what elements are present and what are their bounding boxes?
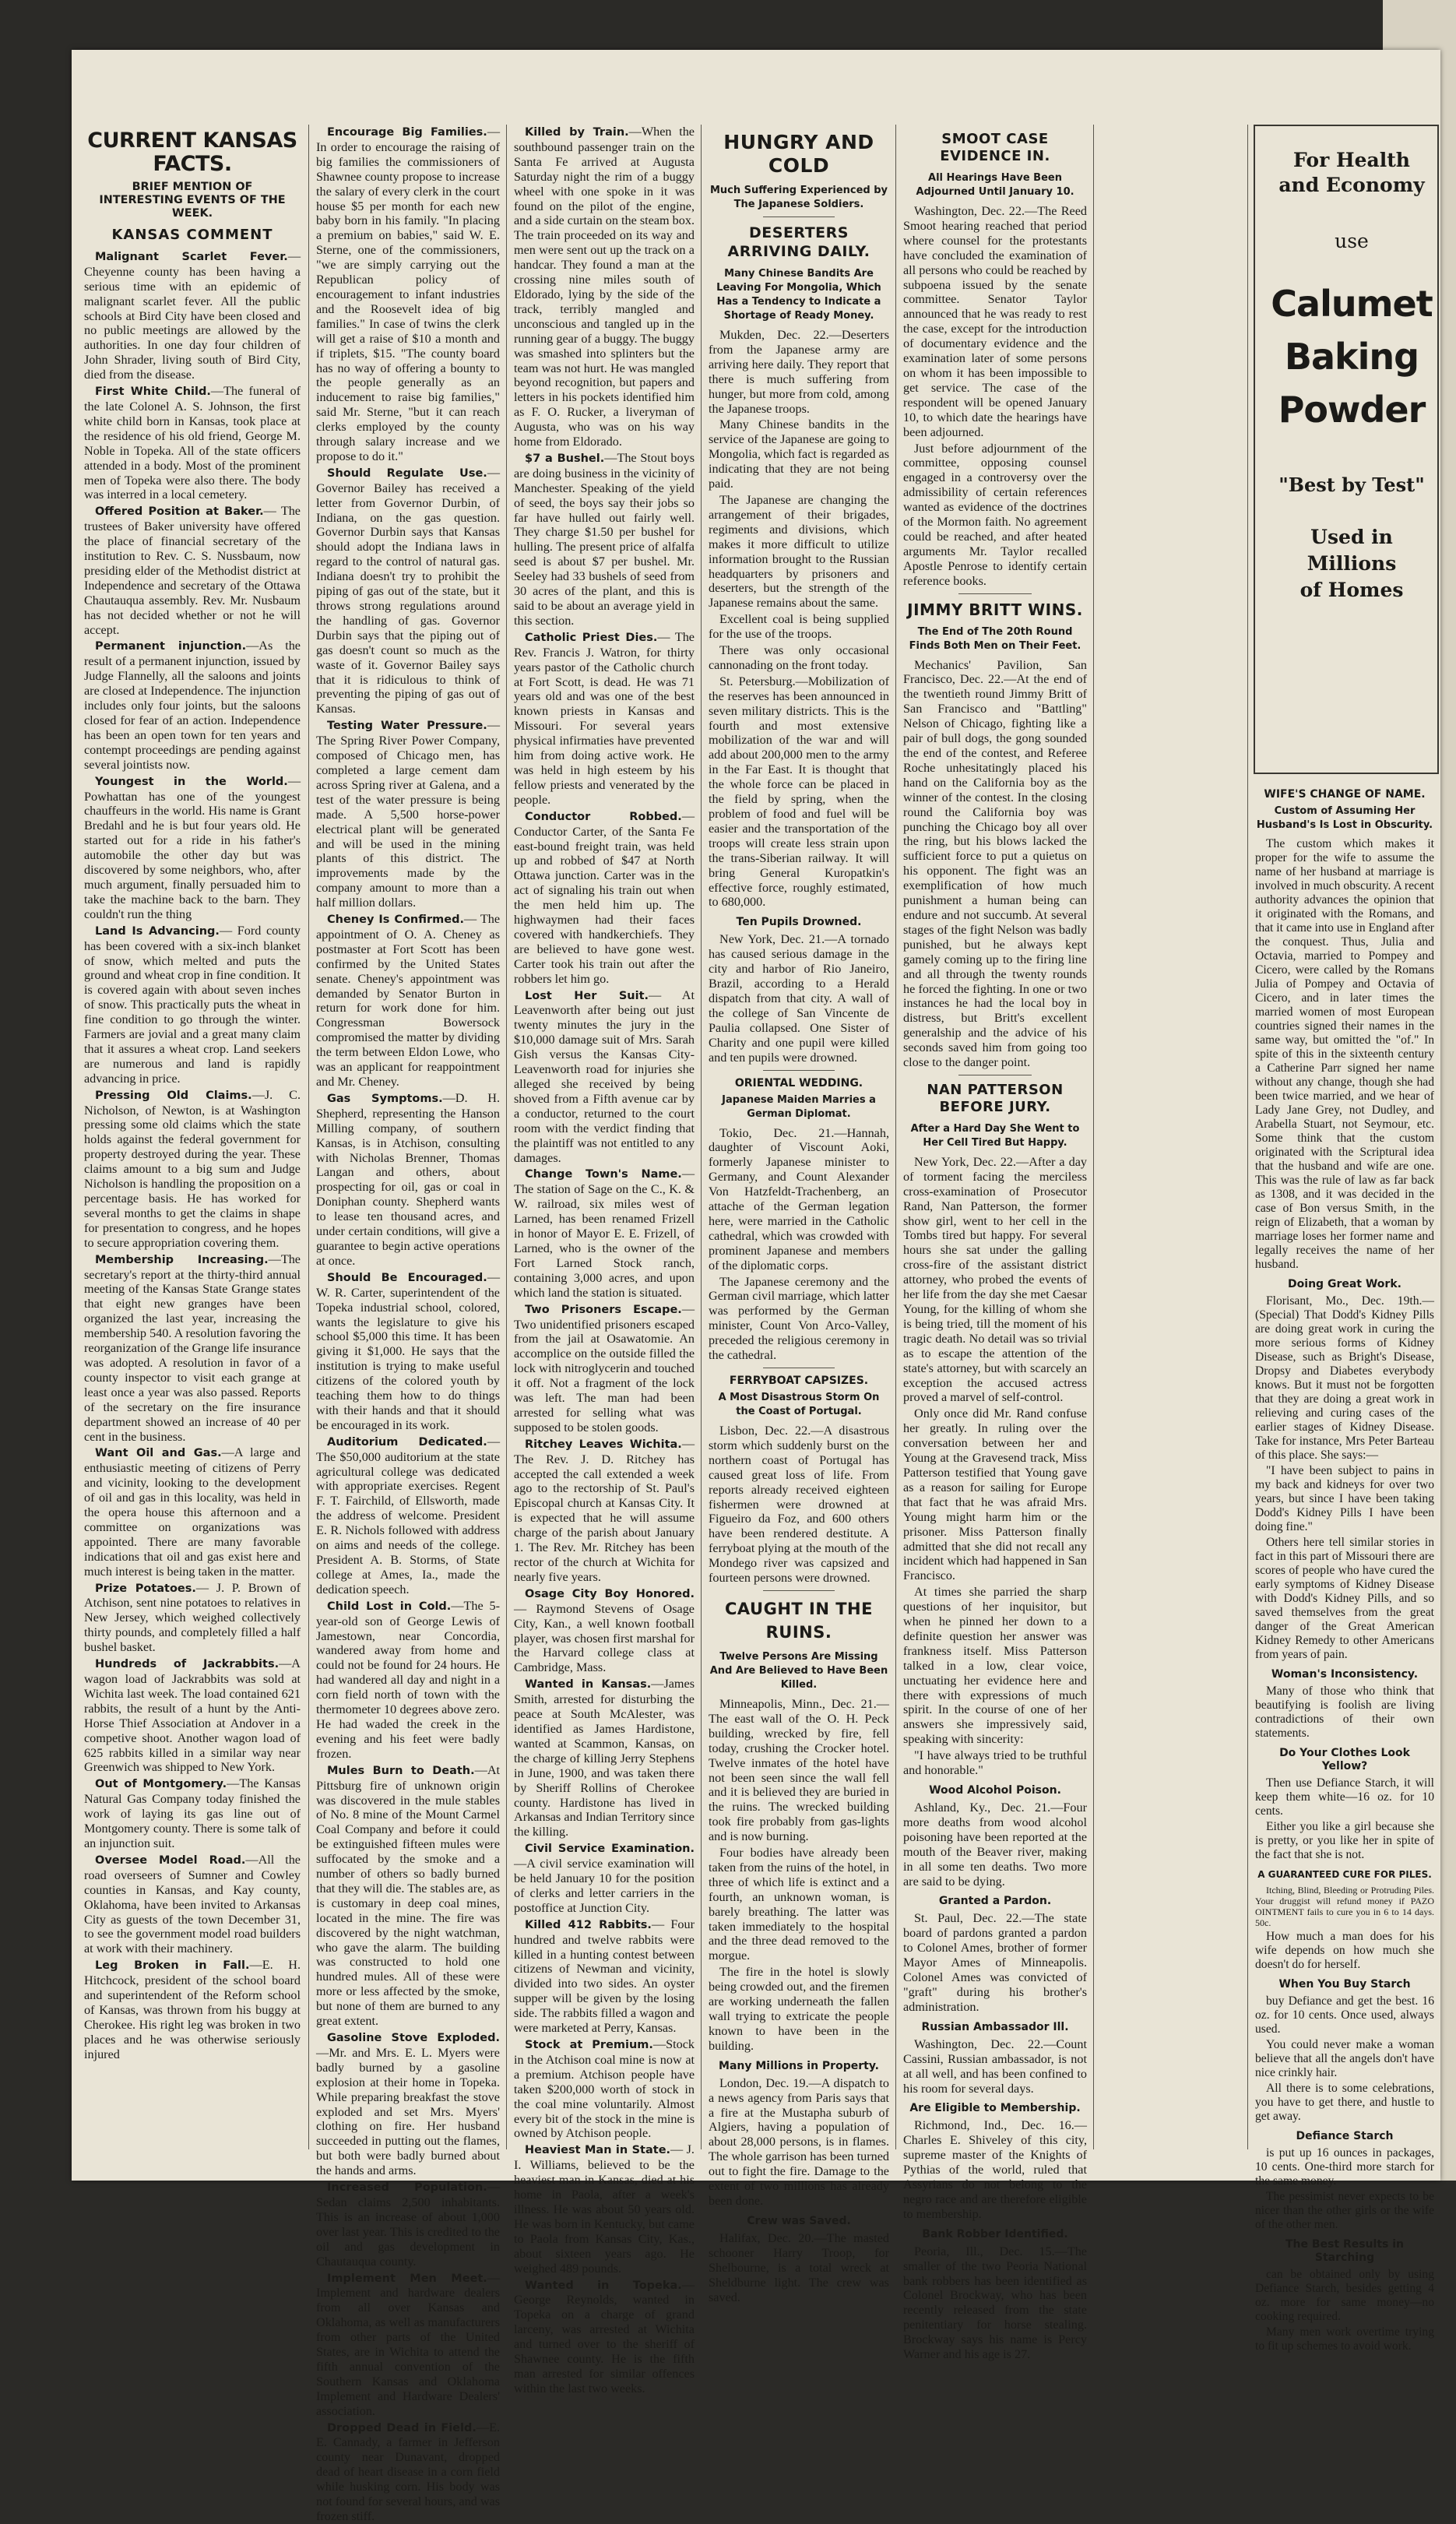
- news-item: [514, 2278, 695, 2396]
- story-text: Just before adjournment of the committee, opposing counsel engaged in a controversy over the admissibility of certain references wanted as evidence of the doctrines of the Mormon faith. No agreement could be reached, and after heated arguments Mr. Taylor recalled Apostle Penrose to identify certain reference books.: [903, 441, 1087, 588]
- story-text: buy Defiance and get the best. 16 oz. for 10 cents. Once used, always used.: [1255, 1994, 1434, 2036]
- news-item: [84, 1958, 301, 2061]
- news-item-text: —The Kansas Natural Gas Company today finished the work of laying its gas line out of Montgomery county. There is some talk of an injunction suit.: [84, 1776, 301, 1850]
- news-item: [316, 1270, 500, 1433]
- story-subheading: Custom of Assuming Her Husband's Is Lost in Obscurity.: [1256, 805, 1433, 831]
- column-rule: [895, 125, 896, 2149]
- news-item-text: —Mr. and Mrs. E. L. Myers were badly burned by a gasoline explosion at their home in Topeka. While preparing breakfast the stove exploded and set Mrs. Myers' clothing on fire. Her husband succeeded in putting out the flames, but both were badly burned about the hands and arms.: [316, 2045, 500, 2178]
- ad-line: of Homes: [1299, 579, 1404, 601]
- news-item-heading: Land Is Advancing.: [95, 924, 220, 938]
- news-item-heading: Killed 412 Rabbits.: [525, 1918, 652, 1931]
- story-text: The custom which makes it proper for the wife to assume the name of her husband at marriage is involved in much obscurity. A recent authority advances the opinion that it originated with the Romans, and that it came into use in England after the conquest. Thus, Julia and Octavia, married to Pompey and Cicero, were called by the Romans Julia of Pompey and Octavia of Cicero, and in later times the married women of most European countries signed their names in the same way, but omitted the "of." In spite of this in the sixteenth century a Catherine Parr signed her name without any change, though she had been twice married, and we hear of Lady Jane Grey, not Dudley, and Arabella Stuart, not Seymour, etc. Some think that the custom originated with the Scriptural idea that the husband and wife are one. This was the rule of law as far back as 1308, and it was decided in the case of Bon versus Smith, in the reign of Elizabeth, that a woman by marriage loses her former name and legally receives the name of her husband.: [1255, 837, 1434, 1271]
- news-item-heading: Oversee Model Road.: [95, 1853, 246, 1867]
- story-text: You could never make a woman believe that all the angels don't have nice crinkly hair.: [1255, 2038, 1434, 2079]
- story-heading: Many Millions in Property.: [719, 2059, 879, 2072]
- news-item-heading: Two Prisoners Escape.: [525, 1303, 682, 1316]
- story-text: Excellent coal is being supplied for the use of the troops.: [709, 612, 889, 642]
- story-heading: Are Eligible to Membership.: [909, 2102, 1081, 2115]
- story-subheading: Japanese Maiden Marries a German Diplomat.: [722, 1093, 876, 1120]
- column-5: [903, 125, 1087, 2362]
- story-heading: Do Your Clothes Look Yellow?: [1279, 1747, 1410, 1772]
- news-item-text: —All the road overseers of Sumner and Cowley counties in Kansas, and Kay county, Oklahoma, have been invited to Arkansas City as guests of the town December 31, to see the government model road builders at work with their machinery.: [84, 1852, 301, 1956]
- news-item: [514, 451, 695, 628]
- news-item: [316, 1091, 500, 1269]
- ad-brand: Baking: [1284, 336, 1419, 378]
- subheadline: Many Chinese Bandits Are Leaving For Mongolia, Which Has a Tendency to Indicate a Shortage of Ready Money.: [716, 268, 881, 322]
- news-item-heading: Implement Men Meet.: [327, 2272, 487, 2285]
- story-text: Four bodies have already been taken from the ruins of the hotel, in three of which life is extinct and a fourth, an unknown woman, is barely breathing. The latter was taken immediately to the hospital and the three dead removed to the morgue.: [709, 1846, 889, 1963]
- story-text: Itching, Blind, Bleeding or Protruding Piles. Your druggist will refund money if PAZO OINTMENT fails to cure you in 6 to 14 days. 50c.: [1255, 1885, 1434, 1928]
- news-item-heading: Testing Water Pressure.: [327, 720, 487, 733]
- column-1: [84, 125, 301, 2173]
- ad-line: and Economy: [1278, 174, 1425, 196]
- story-heading: Wood Alcohol Poison.: [929, 1784, 1061, 1797]
- news-item: [514, 2142, 695, 2276]
- news-item: [316, 1434, 500, 1597]
- news-item-heading: Change Town's Name.: [525, 1168, 682, 1181]
- headline: HUNGRY AND COLD: [723, 131, 874, 177]
- headline: SMOOT CASE EVIDENCE IN.: [940, 131, 1050, 164]
- news-item-text: —E. E. Cannady, a farmer in Jefferson county near Dunavant, dropped dead of heart disease in a corn field while husking corn. His body was not found for several hours, and was frozen stiff.: [316, 2420, 501, 2523]
- news-item-text: — Governor Bailey has received a letter from Governor Durbin, of Indiana, on the gas question. Governor Durbin says that Kansas should adopt the Indiana laws in regard to the control of natural gas. Indiana doesn't try to prohibit the piping of gas out of the state, but it throws strong regulations around the handling of gas. Governor Durbin says that the piping out of gas doesn't count so much as the waste of it. Governor Bailey says that it is ridiculous to think of preventing the piping of gas out of Kansas.: [316, 465, 500, 716]
- news-item-heading: $7 a Bushel.: [525, 452, 605, 465]
- subheadline: Much Suffering Experienced by The Japanese Soldiers.: [709, 185, 888, 210]
- news-item: [316, 718, 500, 910]
- news-item-heading: Leg Broken in Fall.: [95, 1959, 250, 1973]
- story-heading: ORIENTAL WEDDING.: [734, 1076, 863, 1090]
- news-item-heading: Youngest in the World.: [95, 775, 288, 788]
- news-item-text: — Sedan claims 2,500 inhabitants. This is an increase of about 1,000 over last year. This is credited to the oil and gas development in Chautauqua county.: [316, 2180, 500, 2269]
- news-item-heading: Cheney Is Confirmed.: [327, 913, 464, 927]
- news-item-text: —The Rev. J. D. Ritchey has accepted the call extended a week ago to the rectorship of St. Paul's Episcopal church at Kansas City. It is expected that he will assume charge of the parish about January 1. The Rev. Mr. Ritchey has been rector of the church at Wichita for nearly five years.: [514, 1436, 695, 1584]
- news-item: [316, 2271, 500, 2419]
- news-item-text: — At Leavenworth after being out just twenty minutes the jury in the $10,000 damage suit of Mrs. Sarah Gish versus the Kansas City-Leavenworth road for injuries she alleged she received by being shoved from a Fifth avenue car by a conductor, returned to the court room with the verdict finding that the plaintiff was not entitled to any damages.: [514, 987, 695, 1165]
- story-text: Richmond, Ind., Dec. 16.—Charles E. Shiveley of this city, supreme master of the Knights of Pythias of the world, ruled that Assyrians do not belong to the negro race and are therefore eligible to membership.: [903, 2118, 1087, 2221]
- news-item-text: —A large and enthusiastic meeting of citizens of Perry and vicinity, looking to the development of oil and gas in this locality, was held in the opera house this afternoon and a committee on organizations was appointed. There are many favorable indications that oil and gas exist here and much interest is being taken in the matter.: [84, 1445, 301, 1579]
- story-text: Washington, Dec. 22.—The Reed Smoot hearing reached that period where counsel for the protestants have concluded the examination of all persons who could be reached by subpoena issued by the senate committee. Senator Taylor announced that he was ready to rest the case, except for the introduction of documentary evidence and the examination later of some persons on whom it has been impossible to get service. The case of the respondent will be opened January 10, to which date the hearings have been adjourned.: [903, 204, 1087, 439]
- subheadline: BRIEF MENTION OF INTERESTING EVENTS OF THE WEEK.: [99, 181, 286, 220]
- story-text: Then use Defiance Starch, it will keep them white—16 oz. for 10 cents.: [1255, 1776, 1434, 1818]
- news-item: [316, 1763, 500, 2029]
- story-text: Either you like a girl because she is pretty, or you like her in spite of the fact that she is not.: [1255, 1820, 1434, 1861]
- news-item: [316, 2180, 500, 2269]
- story-heading: Doing Great Work.: [1288, 1278, 1401, 1290]
- news-item: [514, 1586, 695, 1675]
- news-item-text: — J. P. Brown of Atchison, sent nine potatoes to relatives in New Jersey, which weighed collectively thirty pounds, and completely filled a half bushel basket.: [84, 1580, 301, 1655]
- news-item-heading: Dropped Dead in Field.: [327, 2421, 477, 2434]
- story-heading: Woman's Inconsistency.: [1271, 1668, 1419, 1681]
- news-item: [84, 1776, 301, 1851]
- news-item-text: —D. H. Shepherd, representing the Hanson Milling company, of southern Kansas, is in Atchison, consulting with Nicholas Brenner, Thomas Langan and others, about prospecting for oil, gas or coal in Doniphan county. Shepherd wants to lease ten thousand acres, and under certain conditions, will give a guarantee to begin active operations at once.: [316, 1090, 500, 1268]
- news-item-text: —The 5-year-old son of George Lewis of Jamestown, near Concordia, wandered away from home and could not be found for 24 hours. He had wandered all day and night in a corn field north of town with the thermometer 10 degrees above zero. He had waded the creek in the evening and his feet were badly frozen.: [316, 1598, 500, 1761]
- headline: DESERTERS ARRIVING DAILY.: [727, 224, 870, 260]
- news-item: [316, 466, 500, 716]
- news-item-text: —At Pittsburg fire of unknown origin was discovered in the mule stables of No. 8 mine of the Mount Carmel Coal Company and before it could be extinguished fifteen mules were suffocated by the smoke and a number of others so badly burned that they will die. The stables are, as is customary in deep coal mines, located in the mine. The fire was discovered by the night watchman, who gave the alarm. The building was constructed to hold one hundred mules. All of these were more or less affected by the smoke, but none of them are burned to any great extent.: [316, 1762, 500, 2029]
- story-subheading: A Most Disastrous Storm On the Coast of Portugal.: [718, 1392, 880, 1417]
- news-item-text: —Stock in the Atchison coal mine is now at a premium. Atchison people have taken $200,000 worth of stock in the coal mine voluntarily. Almost every bit of the stock in the mine is owned by Atchison people.: [514, 2037, 695, 2141]
- story-text: Tokio, Dec. 21.—Hannah, daughter of Viscount Aoki, formerly Japanese minister to Germany, and Count Alexander Von Hatzfeldt-Trachenberg, an attache of the German legation here, were married in the Catholic cathedral, which was crowded with prominent Japanese and members of the diplomatic corps.: [709, 1125, 889, 1273]
- subheadline: The End of The 20th Round Finds Both Men on Their Feet.: [909, 625, 1081, 652]
- story-text: Mechanics' Pavilion, San Francisco, Dec. 22.—At the end of the twentieth round Jimmy Britt of San Francisco and "Battling" Nelson of Chicago, fighting like a pair of bull dogs, the gong sounded the end of the contest, and Referee Roche unhesitatingly placed his hand on the California boy as the winner of the contest. In the closing round the California boy was punching the Chicago boy all over the ring, but his blows lacked the sufficient force to put a quietus on his opponent. The fight was an exemplification of how much punishment a human being can endure and not succumb. At several stages of the fight Nelson was badly punished, but he always kept gamely coming up to the firing line and all through the twenty rounds he forced the fighting. In one or two instances he had the local boy in distress, but Britt's excellent generalship and the advice of his seconds saved him from going too close to the danger point.: [903, 657, 1087, 1070]
- story-text: Washington, Dec. 22.—Count Cassini, Russian ambassador, is not at all well, and has been confined to his room for several days.: [903, 2036, 1087, 2096]
- news-item-text: —W. R. Carter, superintendent of the Topeka industrial school, colored, wants the legislature to give his school $5,000 this time. It has been giving it $1,000. He says that the institution is trying to make useful citizens of the colored youth by teaching them how to do things with their hands and that it should be encouraged in its work.: [316, 1269, 500, 1432]
- news-item-text: — The Rev. Francis J. Watron, for thirty years pastor of the Catholic church at Fort Scott, is dead. He was 71 years old and was one of the best known priests in Kansas and Missouri. For several years physical infirmaties have prevented him from doing active work. He was held in high esteem by his fellow priests and venerated by the people.: [514, 629, 695, 807]
- story-text: New York, Dec. 21.—A tornado has caused serious damage in the city and harbor of Rio Janeiro, Brazil, according to a Herald dispatch from that city. A wall of the college of San Vincente de Paulia collapsed. One Sister of Charity and one pupil were killed and ten pupils were drowned.: [709, 932, 889, 1065]
- news-item-text: —As the result of a permanent injunction, issued by Judge Flannelly, all the saloons and joints are closed at Independence. The injunction includes only four joints, but the saloons closed for fear of an action. Independence has been an open town for ten years and contempt proceedings are pending against several jointists now.: [84, 639, 301, 772]
- news-item-text: —In order to encourage the raising of big families the commissioners of Shawnee county propose to increase the salary of every clerk in the court house $5 per month for each new baby born in his family. "In placing a premium on babies," said W. E. Sterne, one of the commissioners, "we are simply carrying out the Republican policy of encouragement to infant industries and the Roosevelt idea of big families." In case of twins the clerk will get a raise of $10 a month and if triplets, $15. "The county board has no way of offering a bounty to the people generally as an inducement to raise big families," said Mr. Sterne, "but it can reach clerks employed by the county through salary increase and we propose to do it.": [316, 125, 500, 463]
- news-item-text: —A wagon load of Jackrabbits was sold at Wichita last week. The load contained 621 rabbits, the result of a hunt by the Anti-Horse Thief Association at Andover in a competive shoot. Another wagon load of 625 rabbits killed in a similar way near Greenwich was shipped to New York.: [84, 1656, 301, 1775]
- story-text: New York, Dec. 22.—After a day of torment facing the merciless cross-examination of Prosecutor Rand, Nan Patterson, the former show girl, went to her cell in the Tombs tired but happy. For several hours she sat under the galling cross-fire of the assistant district attorney, who probed the events of her life from the day she met Caesar Young, for the killing of whom she is being tried, till the moment of his tragic death. No detail was so trivial as to escape the attention of the state's attorney, but with scarcely an exception the accused actress proved a marvel of self-control.: [903, 1154, 1087, 1405]
- news-item-text: — Four hundred and twelve rabbits were killed in a hunting contest between citizens of Newman and vicinity, divided into two sides. An oyster supper will be given by the losing side. The rabbits filled a wagon and were marketed at Perry, Kansas.: [514, 1917, 695, 2036]
- news-item: [84, 1088, 301, 1251]
- story-text: can be obtained only by using Defiance Starch, besides getting 4 oz. more for same money—no cooking required.: [1255, 2268, 1434, 2323]
- news-item: [84, 924, 301, 1086]
- story-text: is put up 16 ounces in packages, 10 cents. One-third more starch for the same money.: [1255, 2146, 1434, 2188]
- story-heading: A GUARANTEED CURE FOR PILES.: [1257, 1869, 1432, 1880]
- story-text: Lisbon, Dec. 22.—A disastrous storm which suddenly burst on the northern coast of Portugal has caused great loss of life. From reports already received eighteen fishermen were drowned at Figueiro da Foz, and 600 others have been rendered destitute. A ferryboat plying at the mouth of the Mondego river was capsized and fourteen persons were drowned.: [709, 1424, 889, 1586]
- news-item-heading: Catholic Priest Dies.: [525, 631, 658, 644]
- story-text: Minneapolis, Minn., Dec. 21.—The east wall of the O. H. Peck building, wrecked by fire, fell today, crushing the Crocker hotel. Twelve inmates of the hotel have not been seen since the wall fell and it is believed they are buried in the ruins. The wrecked building took fire probably from gas-lights and is now burning.: [709, 1696, 889, 1844]
- news-item-text: — George Reynolds, wanted in Topeka on a charge of grand larceny, was arrested at Wichita and turned over to the sheriff of Shawnee county. He is the fifth man arrested for similar offences within the last two weeks.: [514, 2277, 695, 2396]
- news-item-text: —J. C. Nicholson, of Newton, is at Washington pressing some old claims which the state holds against the federal government for property destroyed during the year. These claims amount to a big sum and Judge Nicholson is handling the proposition on a percentage basis. He has worked for several months to get the claims in shape for presentation to congress, and he hopes to secure appropriation covering them.: [84, 1087, 301, 1250]
- ad-line: use: [1335, 230, 1369, 252]
- column-4: [709, 125, 889, 2304]
- column-rule: [1247, 125, 1248, 2149]
- news-item: [84, 504, 301, 637]
- news-item-heading: Wanted in Kansas.: [525, 1678, 652, 1691]
- news-item-text: —The Stout boys are doing business in the vicinity of Manchester. Speaking of the yield of seed, the boys say their jobs so far have hulled out fairly well. They charge $1.50 per bushel for hulling. The present price of alfalfa seed is about $7 per bushel. Mr. Seeley had 33 bushels of seed from 30 acres of the plant, and this is said to be about an average yield in this section.: [514, 450, 695, 628]
- news-item-heading: Civil Service Examination.: [525, 1843, 695, 1856]
- news-item: [514, 988, 695, 1166]
- news-item-text: —Implement and hardware dealers from all over Kansas and Oklahoma, as well as manufacturers from other parts of the United States, are in Wichita to attend the fifth annual convention of the Southern Kansas and Oklahoma Implement and Hardware Dealers' association.: [316, 2270, 500, 2418]
- news-item-heading: Ritchey Leaves Wichita.: [525, 1438, 682, 1451]
- news-item: [514, 630, 695, 808]
- news-item-text: — Two unidentified prisoners escaped from the jail at Osawatomie. An accomplice on the outside filled the lock with nitroglycerin and touched it off. Not a fragment of the lock was left. The man had been arrested for selling what was supposed to be stolen goods.: [514, 1301, 695, 1434]
- story-heading: When You Buy Starch: [1278, 1978, 1411, 1991]
- news-item-heading: First White Child.: [95, 385, 211, 399]
- story-text: Many Chinese bandits in the service of the Japanese are going to Mongolia, which fact is regarded as indicating that they are not being paid.: [709, 417, 889, 491]
- story-text: Ashland, Ky., Dec. 21.—Four more deaths from wood alcohol poisoning have been reported at the mouth of the Beaver river, making in all some ten deaths. Two more are said to be dying.: [903, 1801, 1087, 1889]
- news-item: [84, 639, 301, 772]
- news-item-text: —The $50,000 auditorium at the state agricultural college was dedicated with appropriate exercises. Regent F. T. Fairchild, of Ellsworth, made the address of welcome. President E. R. Nichols followed with address on aims and needs of the college. President A. B. Storms, of State college at Ames, Ia., made the dedication speech.: [316, 1434, 500, 1596]
- story-text: The pessimist never expects to be nicer than the other girls or the wife of the other men.: [1255, 2190, 1434, 2231]
- news-item: [316, 2420, 500, 2524]
- headline: CAUGHT IN THE RUINS.: [725, 1599, 873, 1642]
- story-text: There was only occasional cannonading on the front today.: [709, 643, 889, 672]
- news-item: [84, 1252, 301, 1445]
- news-item-heading: Hundreds of Jackrabbits.: [95, 1658, 280, 1671]
- news-item: [514, 1841, 695, 1916]
- news-item: [84, 1853, 301, 1956]
- news-item: [316, 1599, 500, 1762]
- story-text: Only once did Mr. Rand confuse her greatly. In ruling over the conversation between her and Young at the Gravesend track, Miss Patterson testified that Young gave as a reason for sailing for Europe that fact that he was afraid Mrs. Young might harm him or the prisoner. Miss Patterson finally admitted that she did not recall any incident which had happened in San Francisco.: [903, 1406, 1087, 1583]
- story-text: The Japanese are changing the arrangement of their brigades, regiments and divisions, which makes it more difficult to utilize information brought to the Russian headquarters by prisoners and deserters, but the strength of the Japanese remains about the same.: [709, 492, 889, 611]
- news-item-text: —Conductor Carter, of the Santa Fe east-bound freight train, was held up and robbed of $47 at North Ottawa junction. Carter was in the act of signaling his train out when the men held him up. The highwaymen had their faces covered with handkerchiefs. They are believed to have gone west. Carter took his train out after the robbers let him go.: [514, 808, 695, 986]
- news-item-heading: Auditorium Dedicated.: [327, 1435, 487, 1449]
- story-heading: FERRYBOAT CAPSIZES.: [729, 1375, 869, 1387]
- news-item-text: —The funeral of the late Colonel A. S. Johnson, the first white child born in Kansas, took place at the residence of his old friend, George M. Noble in Topeka. All of the state officers attended in a body. Most of the prominent men of Topeka were also there. The body was interred in a local cemetery.: [84, 384, 301, 502]
- news-item-text: —When the southbound passenger train on the Santa Fe arrived at Augusta Saturday night the rim of a buggy wheel with one spoke in it was found on the pilot of the engine, and a side curtain on the steam box. The train proceeded on its way and men were sent out up the track on a handcar. They found a man at the crossing nine miles south of Eldorado, lying by the side of the track, terribly mangled and unconscious and tangled up in the running gear of a buggy. The buggy was smashed into splinters but the team was not hurt. He was mangled beyond recognition, but papers and letters in his pockets identified him as F. O. Rucker, a liveryman of Augusta, who was on his way home from Eldorado.: [514, 125, 695, 449]
- story-text: All there is to some celebrations, you have to get there, and hustle to get away.: [1255, 2082, 1434, 2123]
- story-heading: The Best Results in Starching: [1285, 2238, 1404, 2264]
- news-item-text: — Ford county has been covered with a six-inch blanket of snow, which melted and puts the ground and wheat crop in fine condition. It is covered again with about seven inches of snow. This practically puts the wheat in fine condition to go through the winter. Farmers are jovial and a great many claim that it assures a wheat crop. Land seekers are numerous and land is rapidly advancing in price.: [84, 923, 301, 1086]
- news-item-heading: Killed by Train.: [525, 126, 629, 139]
- news-item-heading: Osage City Boy Honored.: [525, 1587, 695, 1600]
- news-item: [514, 125, 695, 449]
- news-item: [84, 384, 301, 502]
- story-text: "I have been subject to pains in my back and kidneys for over two years, but since I have been taking Dodd's Kidney Pills I have been doing fine.": [1255, 1464, 1434, 1533]
- column-2: [316, 125, 501, 2523]
- news-item-text: — The appointment of O. A. Cheney as postmaster at Fort Scott has been confirmed by the United States senate. Cheney's appointment was demanded by Senator Burton in return for work done for him. Congressman Bowersock compromised the matter by dividing the term between Eldon Lowe, who was an applicant for reappointment and Mr. Cheney.: [316, 912, 501, 1089]
- news-item: [514, 1437, 695, 1585]
- story-text: Florisant, Mo., Dec. 19th.—(Special) That Dodd's Kidney Pills are doing great work in curing the more serious forms of Kidney Disease, such as Bright's Disease, Dropsy and Diabetes everybody knows. But it must not be forgotten that they are doing a great work in relieving and curing cases of the earlier stages of Kidney Disease. Take for instance, Mrs Peter Barteau of this place. She says:—: [1255, 1294, 1434, 1462]
- headline: NAN PATTERSON BEFORE JURY.: [927, 1081, 1064, 1115]
- news-item-heading: Conductor Robbed.: [525, 810, 682, 823]
- news-item: [514, 1677, 695, 1839]
- story-text: "I have always tried to be truthful and honorable.": [903, 1748, 1087, 1778]
- news-item-heading: Should Be Encouraged.: [327, 1271, 487, 1284]
- ad-line: For Health: [1293, 149, 1410, 171]
- news-item: [514, 809, 695, 987]
- news-item-text: —James Smith, arrested for disturbing the peace at South McAlester, was identified as James Hardistone, wanted at Scammon, Kansas, on the charge of killing Jerry Stephens in June, 1900, and was taken there by Sheriff Rollins of Cherokee county. Hardistone has lived in Arkansas and Indian Territory since the killing.: [514, 1677, 695, 1839]
- news-item: [84, 1445, 301, 1579]
- story-text: St. Paul, Dec. 22.—The state board of pardons granted a pardon to Colonel Ames, brother of former Mayor Ames of Minneapolis. Colonel Ames was convicted of "graft" during his brother's administration.: [903, 1911, 1087, 2014]
- story-text: The fire in the hotel is slowly being crowded out, and the firemen are working underneath the fallen wall trying to extricate the people known to have been in the building.: [709, 1965, 889, 2053]
- news-item-text: —E. H. Hitchcock, president of the school board and superintendent of the Reform school of Kansas, was thrown from his buggy at Cherokee. His right leg was broken in two places and he was otherwise seriously injured: [84, 1958, 301, 2061]
- headline: JIMMY BRITT WINS.: [907, 600, 1083, 619]
- subheadline: All Hearings Have Been Adjourned Until January 10.: [916, 172, 1074, 198]
- news-item: [316, 912, 500, 1090]
- story-text: St. Petersburg.—Mobilization of the reserves has been announced in seven military districts. This is the fourth and most extensive mobilization of the war and will add about 200,000 men to the army in the Far East. It is thought that the whole force can be placed in the field by spring, when the problem of food and fuel will be easier and the transportation of the troops will create less strain upon the trans-Siberian railway. It will bring General Kuropatkin's effective force, roughly estimated, to 680,000.: [709, 674, 889, 910]
- news-item: [514, 1167, 695, 1300]
- news-item: [84, 1581, 301, 1656]
- ad-brand: Powder: [1278, 389, 1426, 431]
- story-heading: Russian Ambassador Ill.: [921, 2020, 1069, 2033]
- story-text: The Japanese ceremony and the German civil marriage, which latter was performed by the German minister, Count Von Arco-Valley, preceded the religious ceremony in the cathedral.: [709, 1274, 889, 1363]
- story-heading: Granted a Pardon.: [938, 1895, 1052, 1908]
- story-text: Halifax, Dec. 20.—The masted schooner Harry Troop, for Shelbourne, is a total wreck at Sheldburne light. The crew was saved.: [709, 2230, 889, 2304]
- news-item-text: — The trustees of Baker university have offered the place of financial secretary of the institution to Rev. C. S. Nussbaum, now presiding elder of the Methodist district at Independence and secretary of the Ottawa Chautauqua assembly. Rev. Mr. Nusbaum has not decided whether or not he will accept.: [84, 504, 301, 637]
- story-text: London, Dec. 19.—A dispatch to a news agency from Paris says that a fire at the Mustapha suburb of Algiers, having a population of about 28,000 persons, is in flames. The whole garrison has been turned out to fight the fire. Damage to the extent of two millions has already been done.: [709, 2075, 889, 2208]
- news-item-heading: Encourage Big Families.: [327, 126, 487, 139]
- column-rule: [506, 125, 507, 2149]
- story-text: Mukden, Dec. 22.—Deserters from the Japanese army are arriving here daily. They report that there is much suffering from hunger, but more from cold, among the Japanese troops.: [709, 328, 889, 416]
- news-item-text: — Cheyenne county has been having a serious time with an epidemic of malignant scarlet fever. All the public schools at Bird City have been closed and no public meetings are allowed by the authorities. In one day four children of John Shrader, living south of Bird City, died from the disease.: [84, 248, 301, 382]
- news-item: [514, 1302, 695, 1435]
- story-text: Many men work overtime trying to fit up schemes to avoid work.: [1255, 2325, 1434, 2353]
- news-item: [84, 249, 301, 382]
- news-item-heading: Wanted in Topeka.: [525, 2279, 682, 2292]
- news-item-text: —Powhattan has one of the youngest chauffeurs in the world. His name is Grant Bredahl and he is but four years old. He started out for a ride in his father's automobile the other day but was discovered by some neighbors, who, after much argument, finally persuaded him to take the machine back to the barn. They couldn't run the thing: [84, 773, 301, 921]
- column-rule: [701, 125, 702, 2149]
- news-item-heading: Lost Her Suit.: [525, 989, 649, 1002]
- story-heading: Ten Pupils Drowned.: [736, 916, 862, 929]
- news-item: [514, 2037, 695, 2141]
- news-item-heading: Malignant Scarlet Fever.: [95, 250, 288, 263]
- news-item: [84, 1656, 301, 1775]
- news-item-heading: Gas Symptoms.: [327, 1092, 443, 1105]
- news-item-heading: Permanent injunction.: [95, 640, 247, 653]
- story-text: How much a man does for his wife depends on how much she doesn't do for herself.: [1255, 1930, 1434, 1971]
- ad-brand: Calumet: [1271, 283, 1433, 325]
- column-6: [1255, 782, 1434, 2353]
- news-item: [84, 774, 301, 922]
- headline: CURRENT KANSAS FACTS.: [87, 128, 297, 176]
- ad-line: Used in Millions: [1307, 526, 1397, 575]
- news-item: [316, 2030, 500, 2178]
- subheadline: After a Hard Day She Went to Her Cell Tired But Happy.: [910, 1122, 1080, 1149]
- calumet-advertisement: [1263, 125, 1440, 825]
- news-item-text: — The station of Sage on the C., K. & W. railroad, six miles west of Larned, has been renamed Frizell in honor of Mayor E. E. Frizell, of Larned, who is the owner of the Fort Larned Stock ranch, containing 3,000 acres, and upon which land the station is situated.: [514, 1167, 695, 1300]
- news-item: [316, 125, 500, 464]
- news-item-text: —The secretary's report at the thirty-third annual meeting of the Kansas State Grange states that eight new granges have been organized the last year, increasing the membership 540. A resolution favoring the reorganization of the Grange life insurance was adopted. A resolution in favor of a county inspector to visit each grange at least once a year was also passed. Reports of the secretary on the fire insurance department showed an increase of 40 per cent in the business.: [84, 1251, 301, 1444]
- story-text: Others here tell similar stories in fact in this part of Missouri there are scores of people who have cured the early symptoms of Kidney Disease with Dodd's Kidney Pills, and so saved themselves from the great danger of the Great American Kidney Remedy to other Americans from years of pain.: [1255, 1536, 1434, 1661]
- news-item-heading: Want Oil and Gas.: [95, 1447, 222, 1460]
- news-item-heading: Mules Burn to Death.: [327, 1764, 475, 1777]
- news-item-text: — Raymond Stevens of Osage City, Kan., a well known football player, was chosen first marshal for the Harvard college class at Cambridge, Mass.: [514, 1601, 695, 1675]
- news-item-heading: Out of Montgomery.: [95, 1778, 227, 1791]
- story-text: Peoria, Ill., Dec. 15.—The smaller of the two Peoria National bank robbers has been identified as Colonel Brockway, who has been recently released from the state penitentiary for horse stealing. Brockway says his name is Percy Warner and his age is 27.: [903, 2244, 1087, 2362]
- story-text: At times she parried the sharp questions of her inquisitor, but when he pinned her down to a definite question her answer was frankness itself. Miss Patterson talked in a low, clear voice, unctuating her evidence here and there with expressions of much spirit. In the course of one of her answers she impressively said, speaking with sincerity:: [903, 1585, 1087, 1747]
- section-heading: KANSAS COMMENT: [111, 227, 273, 243]
- news-item-heading: Heaviest Man in State.: [525, 2144, 671, 2157]
- newspaper-page: [72, 50, 1440, 2523]
- news-item: [514, 1917, 695, 2036]
- news-item-text: — The Spring River Power Company, composed of Chicago men, has completed a large cement dam across Spring river at Galena, and a test of the water pressure is being made. A 5,500 horse-power electrical plant will be generated and will be used in the mining plants of this district. The improvements made by the company amount to more than a half million dollars.: [316, 718, 500, 910]
- news-item-heading: Child Lost in Cold.: [327, 1600, 452, 1613]
- news-item-heading: Gasoline Stove Exploded.: [327, 2032, 500, 2044]
- column-3: [514, 125, 695, 2396]
- news-item-heading: Offered Position at Baker.: [95, 505, 264, 519]
- news-item-heading: Stock at Premium.: [525, 2039, 653, 2051]
- column-rule: [308, 125, 309, 2149]
- news-item-heading: Pressing Old Claims.: [95, 1089, 252, 1102]
- story-heading: Defiance Starch: [1296, 2130, 1394, 2142]
- news-item-heading: Increased Population.: [327, 2181, 487, 2195]
- news-item-heading: Prize Potatoes.: [95, 1582, 196, 1595]
- story-heading: Crew was Saved.: [747, 2214, 851, 2227]
- story-subheading: Twelve Persons Are Missing And Are Believed to Have Been Killed.: [709, 1650, 888, 1691]
- news-item-heading: Membership Increasing.: [95, 1253, 269, 1266]
- story-heading: WIFE'S CHANGE OF NAME.: [1264, 788, 1426, 801]
- ad-slogan: "Best by Test": [1278, 473, 1425, 496]
- news-item-heading: Should Regulate Use.: [327, 466, 487, 480]
- story-text: Many of those who think that beautifying is foolish are living contradictions of their own statements.: [1255, 1684, 1434, 1740]
- news-item-text: — J. I. Williams, believed to be the heaviest man in Kansas, died at his home in Paola, after a week's illness. He was about 50 years old. He was born in Kentucky, but came to Paola from Kansas City, Kas., about sixteen years ago. He weighed 489 pounds.: [514, 2142, 695, 2276]
- news-item-text: —A civil service examination will be held January 10 for the position of clerks and letter carriers in the postoffice at Junction City.: [514, 1857, 695, 1915]
- column-rule: [1093, 125, 1094, 2149]
- story-heading: Bank Robber Identified.: [922, 2227, 1068, 2241]
